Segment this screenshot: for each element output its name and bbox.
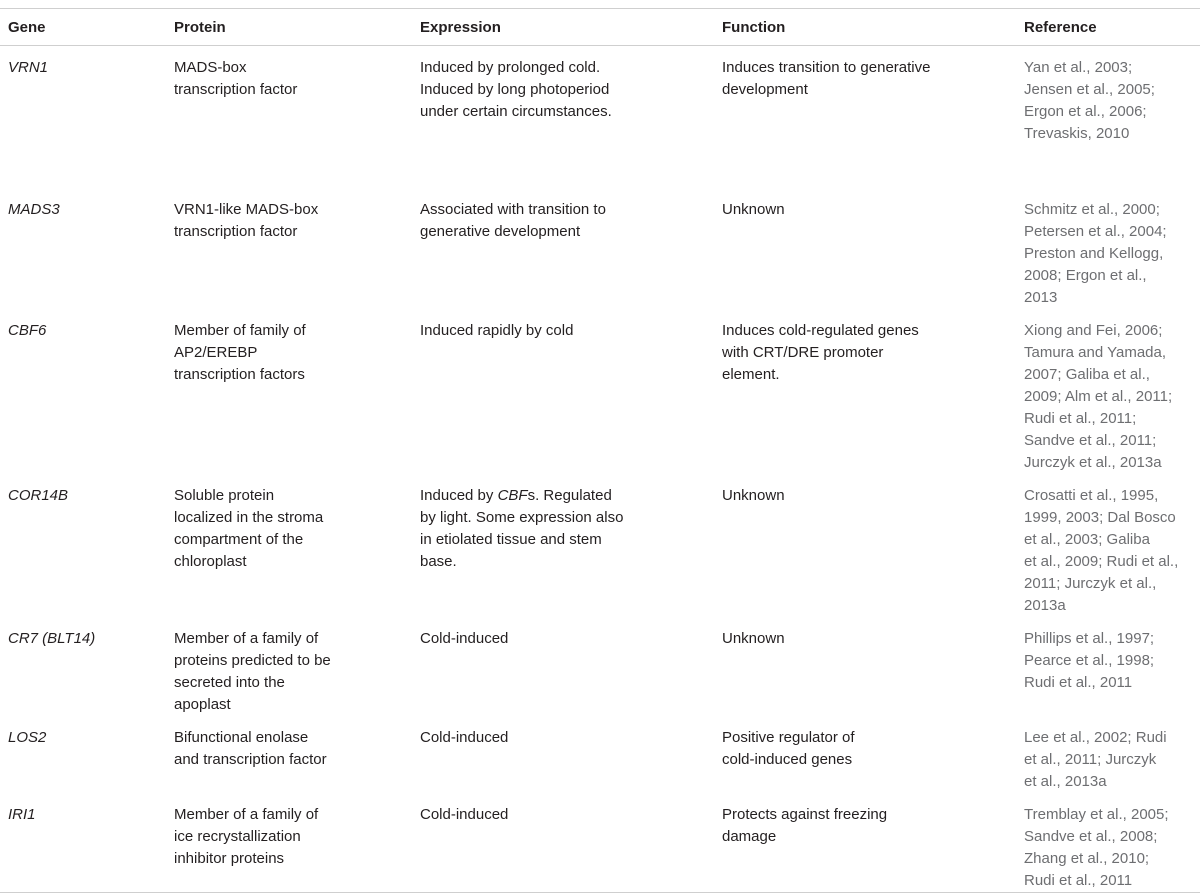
table-row — [0, 716, 1200, 793]
text-fragment-italic: CBF — [497, 486, 528, 504]
header-gene: Gene — [8, 19, 46, 36]
cell-line: proteins predicted to be — [174, 651, 331, 669]
cell-line: 2011; Jurczyk et al., — [1024, 574, 1157, 592]
cell-line: 2007; Galiba et al., — [1024, 365, 1150, 383]
table-row — [0, 617, 1200, 716]
cell-line: Crosatti et al., 1995, — [1024, 486, 1159, 504]
cell-line: Zhang et al., 2010; — [1024, 849, 1150, 867]
cell-line: 2013a — [1024, 596, 1066, 614]
header-reference: Reference — [1024, 19, 1097, 36]
cell-line: with CRT/DRE promoter — [722, 343, 884, 361]
cell-line: cold-induced genes — [722, 750, 853, 768]
cell-line: Unknown — [722, 486, 785, 504]
gene-cell: LOS2 — [8, 728, 47, 746]
cell-line: AP2/EREBP — [174, 343, 258, 361]
cell-line: 2009; Alm et al., 2011; — [1024, 387, 1173, 405]
protein-cell — [174, 309, 420, 474]
cell-line: Soluble protein — [174, 486, 275, 504]
table-row — [0, 793, 1200, 893]
cell-line: Unknown — [722, 629, 785, 647]
reference-cell — [1024, 474, 1200, 617]
cell-line: 2008; Ergon et al., — [1024, 266, 1147, 284]
cell-line: Sandve et al., 2011; — [1024, 431, 1157, 449]
cell-line: in etiolated tissue and stem — [420, 530, 602, 548]
gene-cell: MADS3 — [8, 200, 60, 218]
cell-line: Cold-induced — [420, 728, 509, 746]
cell-line: Tremblay et al., 2005; — [1024, 805, 1169, 823]
protein-cell — [174, 617, 420, 716]
cell-line: apoplast — [174, 695, 231, 713]
cell-line: Cold-induced — [420, 629, 509, 647]
cell-line: et al., 2013a — [1024, 772, 1107, 790]
expression-cell — [420, 716, 722, 793]
cell-line: damage — [722, 827, 777, 845]
cell-line: inhibitor proteins — [174, 849, 285, 867]
cell-line: Petersen et al., 2004; — [1024, 222, 1167, 240]
cell-line: Positive regulator of — [722, 728, 855, 746]
function-cell — [722, 474, 1024, 617]
gene-cell: COR14B — [8, 486, 69, 504]
cell-line: transcription factor — [174, 222, 298, 240]
cell-line: transcription factors — [174, 365, 305, 383]
function-cell — [722, 46, 1024, 188]
table-row — [0, 46, 1200, 188]
expression-cell — [420, 474, 722, 617]
reference-cell — [1024, 617, 1200, 716]
header-expression: Expression — [420, 19, 501, 36]
gene-cell: VRN1 — [8, 59, 49, 76]
cell-line: secreted into the — [174, 673, 285, 691]
gene-table — [0, 8, 1200, 893]
expression-cell — [420, 793, 722, 893]
cell-line: et al., 2003; Galiba — [1024, 530, 1150, 548]
function-cell — [722, 716, 1024, 793]
expression-cell — [420, 188, 722, 309]
expression-cell — [420, 309, 722, 474]
cell-line: Rudi et al., 2011; — [1024, 409, 1137, 427]
gene-cell: CBF6 — [8, 321, 47, 339]
cell-line: Sandve et al., 2008; — [1024, 827, 1158, 845]
cell-line: Unknown — [722, 200, 785, 218]
cell-line: Ergon et al., 2006; — [1024, 103, 1147, 120]
gene-cell: CR7 (BLT14) — [8, 629, 96, 647]
cell-line: Yan et al., 2003; — [1024, 59, 1133, 76]
cell-line: Protects against freezing — [722, 805, 888, 823]
cell-line: Phillips et al., 1997; — [1024, 629, 1155, 647]
cell-line: Pearce et al., 1998; — [1024, 651, 1155, 669]
cell-line: element. — [722, 365, 780, 383]
cell-line: by light. Some expression also — [420, 508, 624, 526]
cell-line: development — [722, 81, 808, 98]
table-row — [0, 188, 1200, 309]
cell-line: transcription factor — [174, 81, 298, 98]
protein-cell — [174, 474, 420, 617]
cell-line: Associated with transition to — [420, 200, 606, 218]
text-fragment: s. Regulated — [527, 486, 612, 504]
cell-line: Rudi et al., 2011 — [1024, 871, 1133, 889]
cell-line: localized in the stroma — [174, 508, 324, 526]
cell-line: 2013 — [1024, 288, 1058, 306]
cell-line: 1999, 2003; Dal Bosco — [1024, 508, 1176, 526]
cell-line: VRN1-like MADS-box — [174, 200, 319, 218]
protein-cell — [174, 46, 420, 188]
header-protein: Protein — [174, 19, 226, 36]
header-row — [0, 9, 1200, 46]
cell-line: Lee et al., 2002; Rudi — [1024, 728, 1167, 746]
cell-line: under certain circumstances. — [420, 103, 612, 120]
cell-line: Member of family of — [174, 321, 306, 339]
cell-line: MADS-box — [174, 59, 247, 76]
expression-cell — [420, 46, 722, 188]
cell-line: Trevaskis, 2010 — [1024, 125, 1130, 142]
cell-line: Jensen et al., 2005; — [1024, 81, 1155, 98]
header-function: Function — [722, 19, 786, 36]
cell-line: Preston and Kellogg, — [1024, 244, 1164, 262]
gene-cell: IRI1 — [8, 805, 36, 823]
protein-cell — [174, 793, 420, 893]
cell-line: Tamura and Yamada, — [1024, 343, 1167, 361]
cell-line: generative development — [420, 222, 581, 240]
cell-line: Rudi et al., 2011 — [1024, 673, 1133, 691]
table-row — [0, 309, 1200, 474]
reference-cell — [1024, 188, 1200, 309]
table-row — [0, 474, 1200, 617]
cell-line: Induced rapidly by cold — [420, 321, 574, 339]
function-cell — [722, 188, 1024, 309]
cell-line: ice recrystallization — [174, 827, 301, 845]
cell-line: Jurczyk et al., 2013a — [1024, 453, 1162, 471]
cell-line: base. — [420, 552, 457, 570]
cell-line: Induces cold-regulated genes — [722, 321, 919, 339]
cell-line: Member of a family of — [174, 629, 319, 647]
cell-line: Schmitz et al., 2000; — [1024, 200, 1160, 218]
cell-line: Member of a family of — [174, 805, 319, 823]
text-fragment: Induced by — [420, 486, 498, 504]
cell-line — [420, 485, 722, 507]
reference-cell — [1024, 46, 1200, 188]
cell-line: et al., 2009; Rudi et al., — [1024, 552, 1179, 570]
cell-line: Induced by long photoperiod — [420, 81, 610, 98]
reference-cell — [1024, 793, 1200, 893]
function-cell — [722, 309, 1024, 474]
cell-line: Induced by prolonged cold. — [420, 59, 601, 76]
cell-line: Bifunctional enolase — [174, 728, 309, 746]
cell-line: et al., 2011; Jurczyk — [1024, 750, 1157, 768]
expression-cell — [420, 617, 722, 716]
cell-line: and transcription factor — [174, 750, 327, 768]
function-cell — [722, 793, 1024, 893]
cell-line: chloroplast — [174, 552, 247, 570]
reference-cell — [1024, 309, 1200, 474]
reference-cell — [1024, 716, 1200, 793]
cell-line: Xiong and Fei, 2006; — [1024, 321, 1163, 339]
cell-line: Induces transition to generative — [722, 59, 931, 76]
protein-cell — [174, 188, 420, 309]
function-cell — [722, 617, 1024, 716]
protein-cell — [174, 716, 420, 793]
cell-line: Cold-induced — [420, 805, 509, 823]
cell-line: compartment of the — [174, 530, 304, 548]
